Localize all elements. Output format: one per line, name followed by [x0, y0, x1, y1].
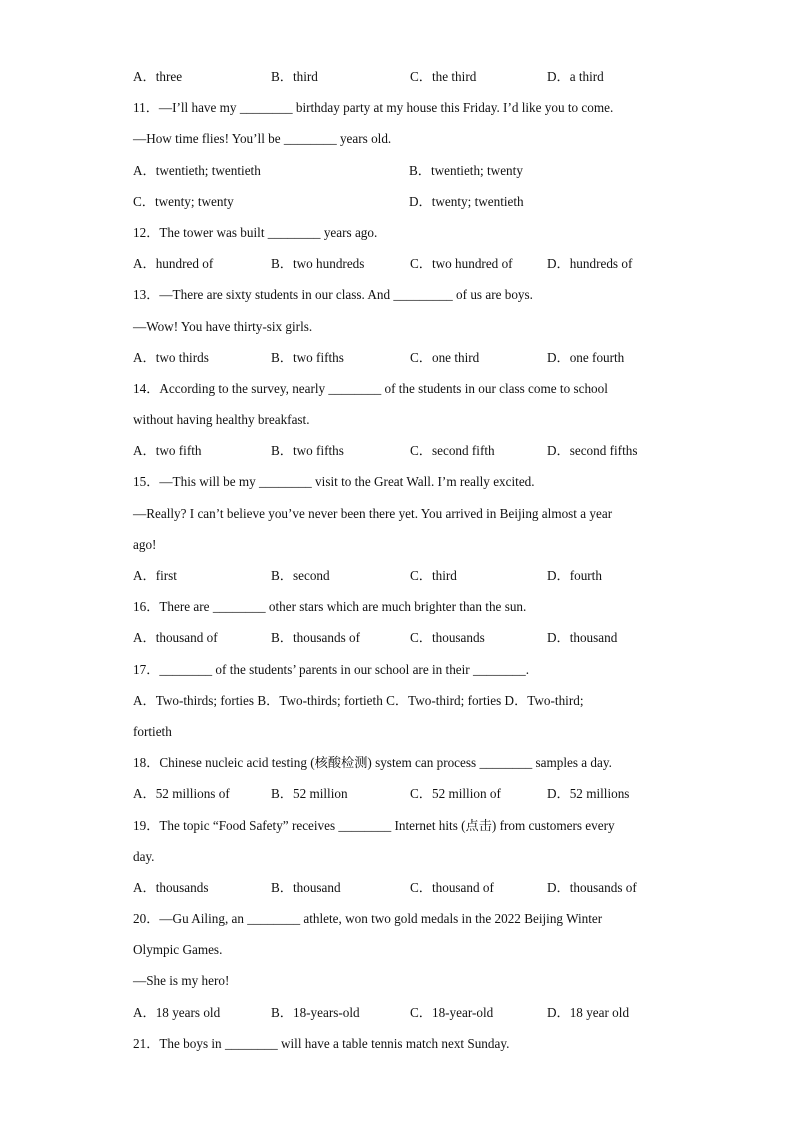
line-text: ago!: [133, 536, 157, 552]
answer-options-row: [133, 622, 653, 653]
text-line: [133, 123, 653, 154]
answer-option: B．52 million: [271, 786, 348, 802]
text-line: [133, 716, 653, 747]
line-text: 15．—This will be my ________ visit to the Great Wall. I’m really excited.: [133, 474, 535, 490]
line-text: 19．The topic “Food Safety” receives ________ Internet hits (点击) from customers every: [133, 817, 615, 833]
answer-option: C．twenty; twenty: [133, 193, 234, 209]
answer-option: C．two hundred of: [410, 256, 513, 272]
text-line: [133, 841, 653, 872]
text-line: [133, 311, 653, 342]
text-line: [133, 965, 653, 996]
answer-options-row: [133, 155, 653, 186]
text-line: [133, 466, 653, 497]
answer-option: B．two hundreds: [271, 256, 365, 272]
answer-option: D．18 year old: [547, 1004, 630, 1020]
answer-options-row: [133, 872, 653, 903]
answer-option: B．second: [271, 568, 330, 583]
line-text: 20．—Gu Ailing, an ________ athlete, won two gold medals in the 2022 Beijing Winter: [133, 911, 603, 927]
answer-option: D．thousands of: [547, 879, 637, 895]
text-line: [133, 279, 653, 310]
answer-option: D．52 millions: [547, 786, 630, 802]
text-line: [133, 92, 653, 123]
answer-option: B．two fifths: [271, 443, 344, 459]
answer-option: B．thousands of: [271, 630, 361, 646]
answer-option: A．18 years old: [133, 1004, 221, 1020]
line-text: 21．The boys in ________ will have a table tennis match next Sunday.: [133, 1035, 510, 1051]
answer-options-row: [133, 186, 653, 217]
answer-option: C．third: [410, 568, 457, 583]
text-line: [133, 934, 653, 965]
answer-options-row: [133, 248, 653, 279]
line-text: fortieth: [133, 723, 172, 739]
line-text: 16．There are ________ other stars which are much brighter than the sun.: [133, 599, 527, 615]
answer-option: D．hundreds of: [547, 256, 633, 272]
answer-option: B．two fifths: [271, 349, 344, 365]
answer-option: C．thousand of: [410, 879, 494, 895]
line-text: day.: [133, 848, 155, 864]
answer-option: C．52 million of: [410, 786, 501, 802]
line-text: 12．The tower was built ________ years ago.: [133, 224, 378, 240]
answer-option: A．twentieth; twentieth: [133, 162, 261, 178]
answer-options-row: [133, 997, 653, 1028]
answer-options-row: [133, 61, 653, 92]
answer-option: A．first: [133, 568, 177, 583]
answer-option: B．18-years-old: [271, 1004, 360, 1020]
line-text: Olympic Games.: [133, 942, 223, 958]
answer-option: A．three: [133, 69, 183, 84]
answer-option: D．one fourth: [547, 349, 625, 365]
text-line: [133, 1028, 653, 1059]
line-text: A．Two-thirds; forties B．Two-thirds; fortieth C．Two-third; forties D．Two-third;: [133, 692, 584, 708]
answer-option: D．thousand: [547, 630, 618, 646]
text-line: [133, 903, 653, 934]
text-line: [133, 591, 653, 622]
answer-option: A．thousands: [133, 879, 209, 895]
answer-options-row: [133, 342, 653, 373]
answer-option: B．thousand: [271, 879, 341, 895]
answer-option: D．a third: [547, 69, 604, 84]
answer-option: A．thousand of: [133, 630, 218, 646]
text-line: [133, 810, 653, 841]
line-text: 13．—There are sixty students in our class. And _________ of us are boys.: [133, 287, 533, 303]
line-text: 11．—I’ll have my ________ birthday party at my house this Friday. I’d like you to come.: [133, 100, 614, 116]
line-text: without having healthy breakfast.: [133, 412, 310, 428]
answer-option: C．18-year-old: [410, 1004, 494, 1020]
answer-option: C．thousands: [410, 630, 485, 646]
text-line: [133, 404, 653, 435]
line-text: —How time flies! You’ll be ________ years old.: [133, 131, 392, 147]
answer-option: C．second fifth: [410, 443, 495, 459]
answer-option: C．one third: [410, 349, 480, 365]
answer-option: C．the third: [410, 69, 477, 84]
answer-options-row: [133, 435, 653, 466]
answer-option: D．fourth: [547, 568, 602, 583]
answer-options-row: [133, 778, 653, 809]
answer-option: B．twentieth; twenty: [409, 162, 523, 178]
text-line: [133, 685, 653, 716]
answer-option: A．two fifth: [133, 443, 202, 459]
answer-option: B．third: [271, 69, 318, 84]
line-text: —Wow! You have thirty-six girls.: [133, 318, 313, 334]
line-text: 14．According to the survey, nearly ________ of the students in our class come to school: [133, 380, 608, 396]
answer-option: A．52 millions of: [133, 786, 230, 802]
line-text: —She is my hero!: [133, 973, 230, 989]
text-line: [133, 373, 653, 404]
answer-option: D．second fifths: [547, 443, 638, 459]
document-page: [133, 61, 653, 1059]
line-text: —Really? I can’t believe you’ve never been there yet. You arrived in Beijing almost a year: [133, 505, 613, 521]
text-line: [133, 747, 653, 778]
line-text: 18．Chinese nucleic acid testing (核酸检测) system can process ________ samples a day.: [133, 755, 612, 771]
text-line: [133, 654, 653, 685]
answer-option: A．hundred of: [133, 256, 214, 272]
line-text: 17．________ of the students’ parents in our school are in their ________.: [133, 661, 530, 677]
answer-option: D．twenty; twentieth: [409, 193, 524, 209]
answer-option: A．two thirds: [133, 349, 209, 365]
text-line: [133, 498, 653, 529]
text-line: [133, 217, 653, 248]
text-line: [133, 529, 653, 560]
answer-options-row: [133, 560, 653, 591]
